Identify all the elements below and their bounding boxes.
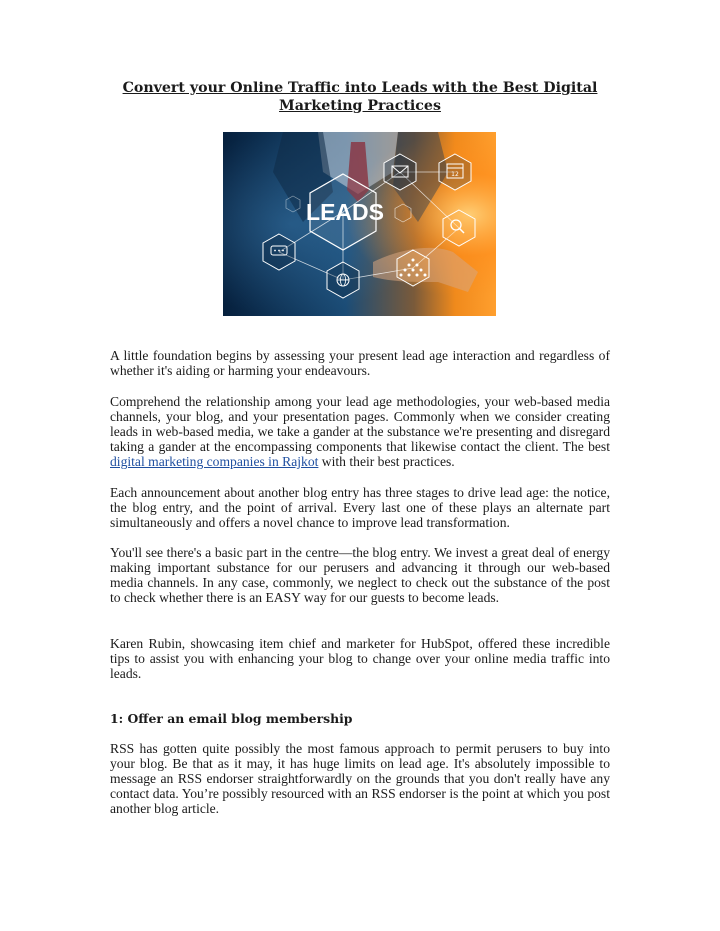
paragraph-announcement: Each announcement about another blog entry has three stages to drive lead age: the notice, the blog entry, and the point of arrival. Every last one of these plays an alternate part simultaneously and offers a novel chance to improve lead transformation. <box>110 485 610 531</box>
paragraph-relationship <box>110 394 610 469</box>
paragraph-rss: RSS has gotten quite possibly the most famous approach to permit perusers to buy into your blog. Be that as it may, it has huge limits on lead age. It's absolutely impossible to message an RSS endorser straightforwardly on the grounds that you don't really have any contact data. You’re possibly resourced with an RSS endorser is the point at which you post another blog article. <box>110 741 610 817</box>
calendar-number: 12 <box>451 171 459 178</box>
hero-image <box>223 132 496 316</box>
paragraph-relationship-text: Comprehend the relationship among your lead age methodologies, your web-based media channels, your blog, and your presentation pages. Commonly when we consider creating leads in web-based media, we take a gander at the substance we're presenting and disregard taking a gander at the encompassing components that likewise contact the client. The best <box>110 394 610 455</box>
hero-leads-label: LEADS <box>306 199 384 225</box>
digital-marketing-link[interactable]: digital marketing companies in Rajkot <box>110 454 319 470</box>
paragraph-intro: A little foundation begins by assessing your present lead age interaction and regardless of whether it's aiding or harming your endeavours. <box>110 348 610 379</box>
paragraph-centre: You'll see there's a basic part in the centre—the blog entry. We invest a great deal of energy making important substance for our perusers and advancing it through our web-based media channels. In any case, commonly, we neglect to check out the substance of the post to check whether there is an EASY way for our guests to become leads. <box>110 545 610 606</box>
paragraph-relationship-tail: with their best practices. <box>318 454 455 470</box>
page-title: Convert your Online Traffic into Leads with the Best Digital Marketing Practices <box>122 80 598 114</box>
paragraph-karen-rubin: Karen Rubin, showcasing item chief and marketer for HubSpot, offered these incredible tips to assist you with enhancing your blog to change over your online media traffic into leads. <box>110 636 610 682</box>
section-heading: 1: Offer an email blog membership <box>110 711 353 726</box>
